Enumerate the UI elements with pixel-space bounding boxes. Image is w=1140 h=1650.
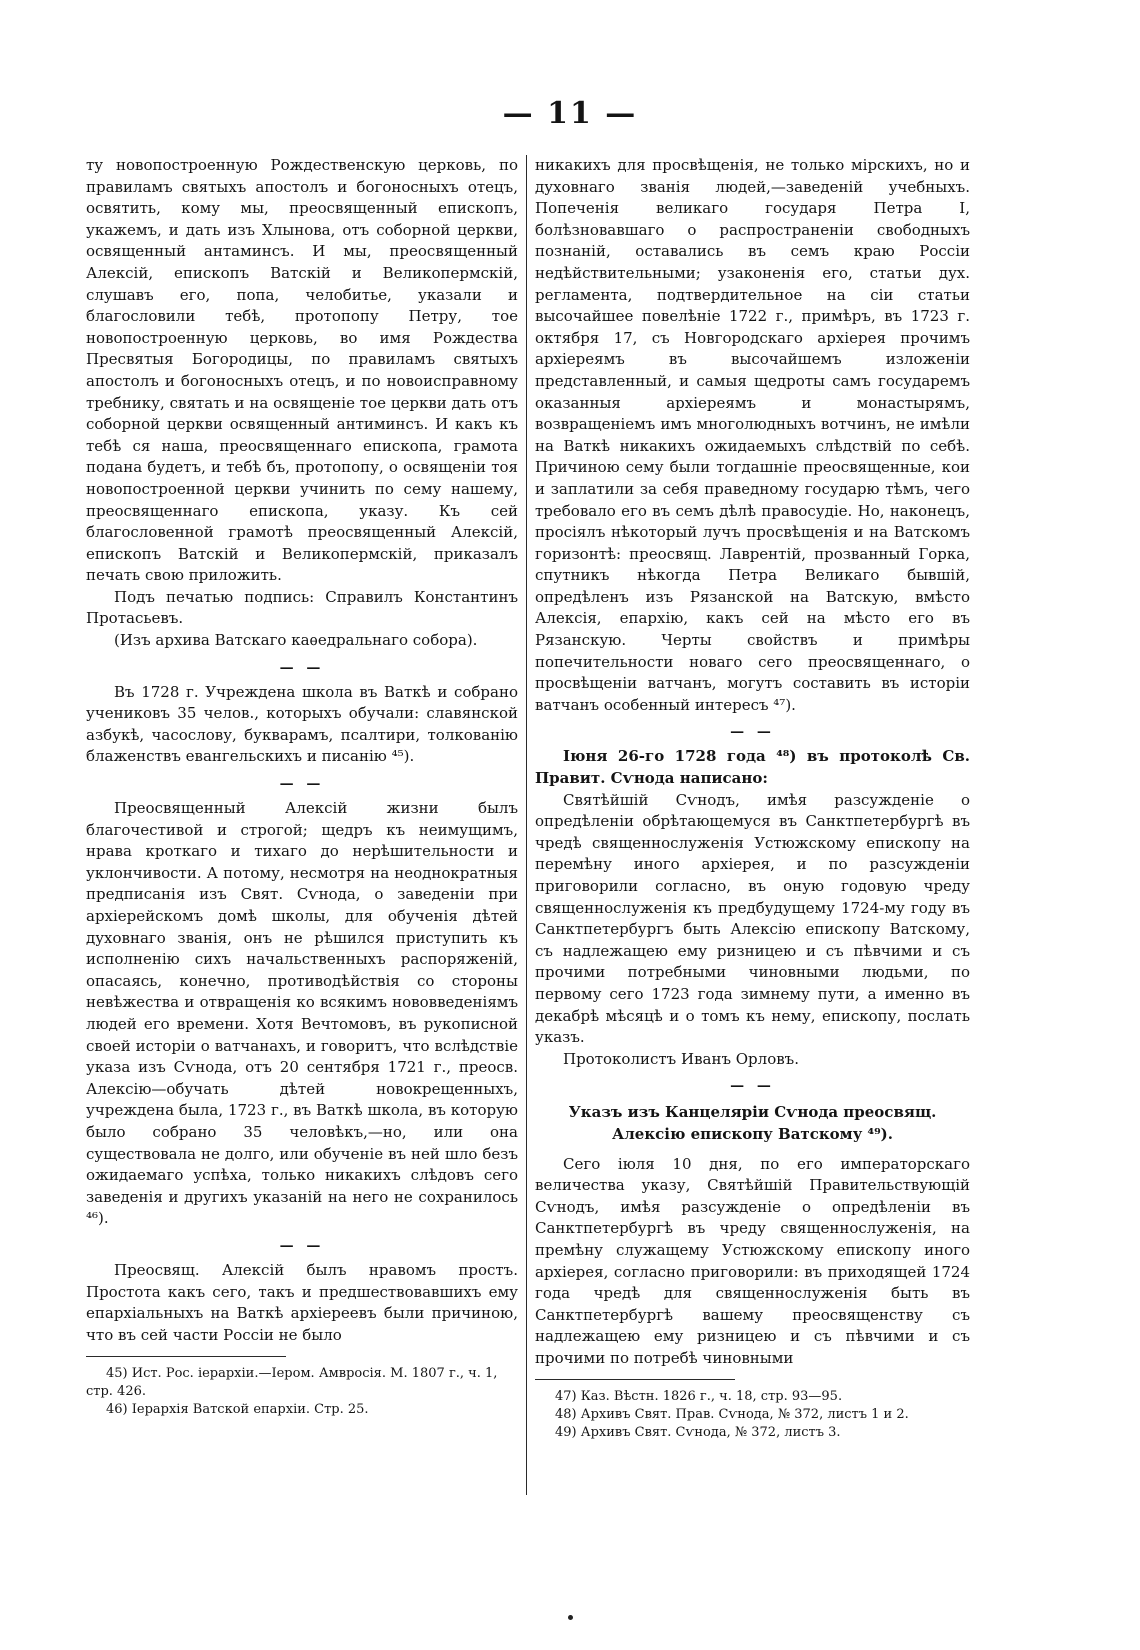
decree-text: Сего іюля 10 дня, по его императорскаго величества указу, Святѣйшій Правительствующій Сѵнодъ, имѣя разсужденіе о опредѣленіи въ Санктпетербургѣ въ чреду священнослуженія, на премѣну служащему Устюжскому епископу иного архіерея, согласно приговорили: въ приходящей 1724 года чредѣ для священнослуженія быть въ Санктпетербургѣ вашему преосвященству съ надлежащею ему ризницею и съ пѣвчими и съ прочими по потребѣ чиновными [535, 1154, 970, 1367]
footnote-48: 48) Архивъ Свят. Прав. Сѵнода, № 372, листъ 1 и 2. [555, 1407, 909, 1423]
page-number: — 11 — [502, 96, 638, 131]
right-column [535, 155, 970, 1442]
protocolist-signature: Протоколистъ Иванъ Орловъ. [563, 1049, 799, 1068]
charter-text: ту новопостроенную Рождественскую церковь, по правиламъ святыхъ апостолъ и богоносныхъ отецъ, освятить, кому мы, преосвященный епископъ, укажемъ, и дать изъ Хлынова, отъ соборной церкви, освященный антаминсъ. И мы, преосвященный Алексій, епископъ Ватскій и Великопермскій, слушавъ его, попа, челобитье, указали и благословили тебѣ, протопопу Петру, тое новопостроенную церковь, во имя Рождества Пресвятыя Богородицы, по правиламъ святыхъ апостолъ и богоносныхъ отецъ, и по новоисправному требнику, святать и на освященіе тое церкви дать отъ соборной церкви освященный антиминсъ. И какъ къ тебѣ ся наша, преосвященнаго епископа, грамота подана будетъ, и тебѣ бъ, протопопу, о освященіи тоя новопостроенной церкви учинить по сему нашему, преосвященнаго епископа, указу. Къ сей благословенной грамотѣ преосвященный Алексій, епископъ Ватскій и Великопермскій, приказалъ печать свою приложить. [86, 156, 518, 585]
protocol-intro: Іюня 26-го 1728 года ⁴⁸) въ протоколѣ Св. Правит. Сѵнода написано: [535, 747, 970, 788]
school-paragraph: Въ 1728 г. Учреждена школа въ Ваткѣ и собрано учениковъ 35 челов., которыхъ обучали: славянской азбукѣ, часослову, букварамъ, псалтири, толкованію блаженствъ евангельскихъ и писанію ⁴⁵). [86, 682, 518, 766]
section-separator: — — [279, 659, 325, 676]
footnote-49: 49) Архивъ Свят. Сѵнода, № 372, листъ 3. [555, 1425, 841, 1441]
bottom-dot-mark [568, 1615, 573, 1620]
source-note: (Изъ архива Ватскаго каѳедральнаго собора). [114, 631, 478, 650]
footnote-47: 47) Каз. Вѣстн. 1826 г., ч. 18, стр. 93—95. [555, 1389, 843, 1405]
alexy-character-paragraph: Преосвященный Алексій жизни былъ благочестивой и строгой; щедръ къ неимущимъ, нрава кроткаго и тихаго до нерѣшительности и уклончивости. А потому, несмотря на неоднократныя предписанія изъ Свят. Сѵнода, о заведеніи при архіерейскомъ домѣ школы, для обученія дѣтей духовнаго званія, онъ не рѣшился приступить къ исполненію сихъ начальственныхъ распоряженій, опасаясь, конечно, противодѣйствія со стороны невѣжества и отвращенія ко всякимъ нововведеніямъ людей его времени. Хотя Вечтомовъ, въ рукописной своей исторіи о ватчанахъ, и говоритъ, что вслѣдствіе указа изъ Сѵнода, отъ 20 сентября 1721 г., преосв. Алексію—обучать дѣтей новокрещенныхъ, учреждена была, 1723 г., въ Ваткѣ школа, въ которую было собрано 35 человѣкъ,—но, или она существовала не долго, или обученіе въ ней шло безъ ожидаемаго успѣха, только никакихъ слѣдовъ сего заведенія и другихъ указаній на него не сохранилось ⁴⁶). [86, 799, 518, 1228]
footnote-rule [535, 1379, 735, 1380]
section-separator: — — [730, 724, 775, 741]
footnote-46: 46) Іерархія Ватской епархіи. Стр. 25. [106, 1402, 369, 1418]
footnote-rule [86, 1356, 286, 1357]
signature-note: Подъ печатью подпись: Справилъ Константинъ Протасьевъ. [86, 587, 518, 628]
simplicity-paragraph: Преосвящ. Алексій былъ нравомъ простъ. Простота какъ сего, такъ и предшествовавшихъ ему епархіальныхъ на Ваткѣ архіереевъ были причиною, что въ сей части Россіи не было [86, 1260, 518, 1344]
column-divider [526, 155, 527, 1495]
decree-heading: Указъ изъ Канцеляріи Сѵнода преосвящ. Алексію епископу Ватскому ⁴⁹). [568, 1103, 937, 1143]
section-separator: — — [279, 1237, 325, 1254]
enlightenment-paragraph: никакихъ для просвѣщенія, не только мірскихъ, но и духовнаго званія людей,—заведеній учебныхъ. Попеченія великаго государя Петра I, болѣзновавшаго о распространеніи свободныхъ познаній, оставались въ семъ краю Россіи недѣйствительными; узаконенія его, статьи дух. регламента, подтвердительное на сіи статьи высочайшее повелѣніе 1722 г., примѣръ, въ 1723 г. октября 17, съ Новгородскаго архіерея прочимъ архіереямъ въ высочайшемъ изложеніи представленный, и самыя щедроты самъ государемъ оказанныя архіереямъ и монастырямъ, возвращеніемъ имъ многолюдныхъ вотчинъ, не имѣли на Ваткѣ никакихъ ожидаемыхъ слѣдствій по себѣ. Причиною сему были тогдашніе преосвященные, кои и заплатили за себя праведному государю тѣмъ, чего требовало его въ семъ дѣлѣ правосудіе. Но, наконецъ, просіялъ нѣкоторый лучъ просвѣщенія и на Ватскомъ горизонтѣ: преосвящ. Лаврентій, прозванный Горка, спутникъ нѣкогда Петра Великаго бывшій, опредѣленъ изъ Рязанской на Ватскую, вмѣсто Алексія, епархію, какъ сей на мѣсто его въ Рязанскую. Черты свойствъ и примѣры попечительности новаго сего преосвященнаго, о просвѣщеніи ватчанъ, могутъ составить въ исторіи ватчанъ особенный интересъ ⁴⁷). [535, 156, 970, 714]
synod-protocol-text: Святѣйшій Сѵнодъ, имѣя разсужденіе о опредѣленіи обрѣтающемуся въ Санктпетербургѣ въ чредѣ священнослуженія Устюжскому епископу на перемѣну иного архіерея, и по разсужденіи приговорили согласно, въ оную годовую чреду священнослуженія къ предбудущему 1724-му году въ Санктпетербургъ быть Алексію епископу Ватскому, съ надлежащею ему ризницею и съ пѣвчими и съ прочими потребными чиновными людьми, по первому сего 1723 года зимнему пути, а именно въ декабрѣ мѣсяцѣ и о томъ къ нему, епископу, послать указъ. [535, 790, 970, 1047]
left-column [86, 155, 518, 1419]
footnote-45: 45) Ист. Рос. іерархіи.—Іером. Амвросія. М. 1807 г., ч. 1, стр. 426. [86, 1366, 498, 1400]
section-separator: — — [279, 776, 325, 793]
section-separator: — — [730, 1078, 775, 1095]
